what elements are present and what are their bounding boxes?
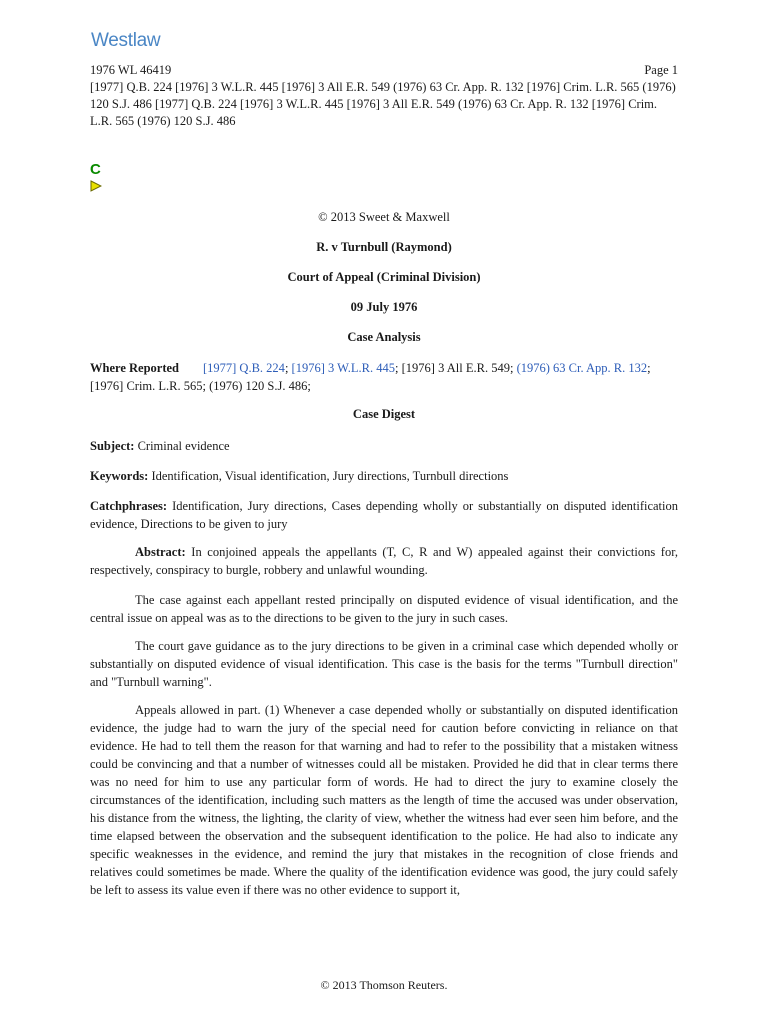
body-paragraph-2: The court gave guidance as to the jury directions to be given in a criminal case which depended wholly or substantially on disputed evidence of visual identification. This case is the basis for the terms "Turnbull direction" and "Turnbull warning". — [90, 639, 678, 689]
citation-id: 1976 WL 46419 — [90, 63, 172, 77]
where-reported-label: Where Reported — [90, 361, 179, 375]
catchphrases-label: Catchphrases: — [90, 499, 168, 513]
page-number: Page 1 — [644, 63, 678, 77]
judgment-date: 09 July 1976 — [350, 300, 418, 314]
footer-copyright: © 2013 Thomson Reuters. — [320, 978, 448, 992]
report-link-qb[interactable]: [1977] Q.B. 224 — [202, 361, 285, 375]
keywords-value: Identification, Visual identification, Jury directions, Turnbull directions — [148, 469, 509, 483]
abstract-label: Abstract: — [135, 545, 186, 559]
catchphrases-paragraph — [90, 497, 678, 533]
where-reported: Where Reported [1977] Q.B. 224; [1976] 3 W.L.R. 445; [1976] 3 All E.R. 549; (1976) 63 Cr. App. R. 132; [1976] Crim. L.R. 565; (1976) 120 S.J. 486; — [90, 361, 651, 393]
subject-line — [90, 437, 678, 455]
abstract-paragraph — [90, 543, 678, 579]
catchphrases-value: Identification, Jury directions, Cases depending wholly or substantially on disputed identification evidence, Directions to be given to jury — [90, 499, 678, 531]
yellow-flag-icon[interactable] — [90, 180, 102, 192]
copyright-top: © 2013 Sweet & Maxwell — [318, 210, 450, 224]
parallel-citations: [1977] Q.B. 224 [1976] 3 W.L.R. 445 [1976] 3 All E.R. 549 (1976) 63 Cr. App. R. 132 [1976] Crim. L.R. 565 (1976) 120 S.J. 486 [1977] Q.B. 224 [1976] 3 W.L.R. 445 [1976] 3 All E.R. 549 (1976) 63 Cr. App. R. 132 [1976] Crim. L.R. 565 (1976) 120 S.J. 486 — [90, 80, 676, 128]
status-flags — [90, 162, 102, 192]
court-name: Court of Appeal (Criminal Division) — [287, 270, 481, 284]
case-digest-heading: Case Digest — [352, 407, 416, 421]
keycite-c-icon[interactable]: C — [90, 161, 101, 178]
body-paragraph-3: Appeals allowed in part. (1) Whenever a case depended wholly or substantially on disputed identification evidence, the judge had to warn the jury of the special need for caution before convicting in reliance on that evidence. He had to tell them the reason for that warning and had to refer to the possibility that a mistaken witness could be convincing and that a number of witnesses could all be mistaken. Provided he did that in clear terms there was no need for him to use any particular form of words. He had to direct the jury to examine closely the circumstances of the identification, including such matters as the length of time the accused was under observation, his distance from the witness, the lighting, the clarity of view, whether the witness had ever seen him before, and the time elapsed between the observation and the subsequent identification to the police. He had also to indicate any specific weaknesses in the evidence, and remind the jury that mistakes in the recognition of close friends and relatives could sometimes be made. Where the quality of the identification evidence was good, the jury could safely be left to assess its value even if there was no other evidence to support it, — [90, 703, 678, 897]
subject-label: Subject: — [90, 439, 135, 453]
document-header — [90, 62, 678, 130]
subject-value: Criminal evidence — [134, 439, 230, 453]
case-analysis-heading: Case Analysis — [347, 330, 421, 344]
report-link-cr-app-r[interactable]: (1976) 63 Cr. App. R. 132 — [516, 361, 648, 375]
abstract-value: In conjoined appeals the appellants (T, C, R and W) appealed against their convictions for, respectively, conspiracy to burgle, robbery and unlawful wounding. — [90, 545, 678, 577]
body-paragraph-1: The case against each appellant rested principally on disputed evidence of visual identification, and the central issue on appeal was as to the directions to be given to the jury in such cases. — [90, 593, 678, 625]
case-title: R. v Turnbull (Raymond) — [316, 240, 452, 254]
report-link-wlr[interactable]: [1976] 3 W.L.R. 445 — [291, 361, 396, 375]
keywords-line — [90, 467, 678, 485]
westlaw-logo: Westlaw — [91, 30, 161, 51]
keywords-label: Keywords: — [90, 469, 149, 483]
